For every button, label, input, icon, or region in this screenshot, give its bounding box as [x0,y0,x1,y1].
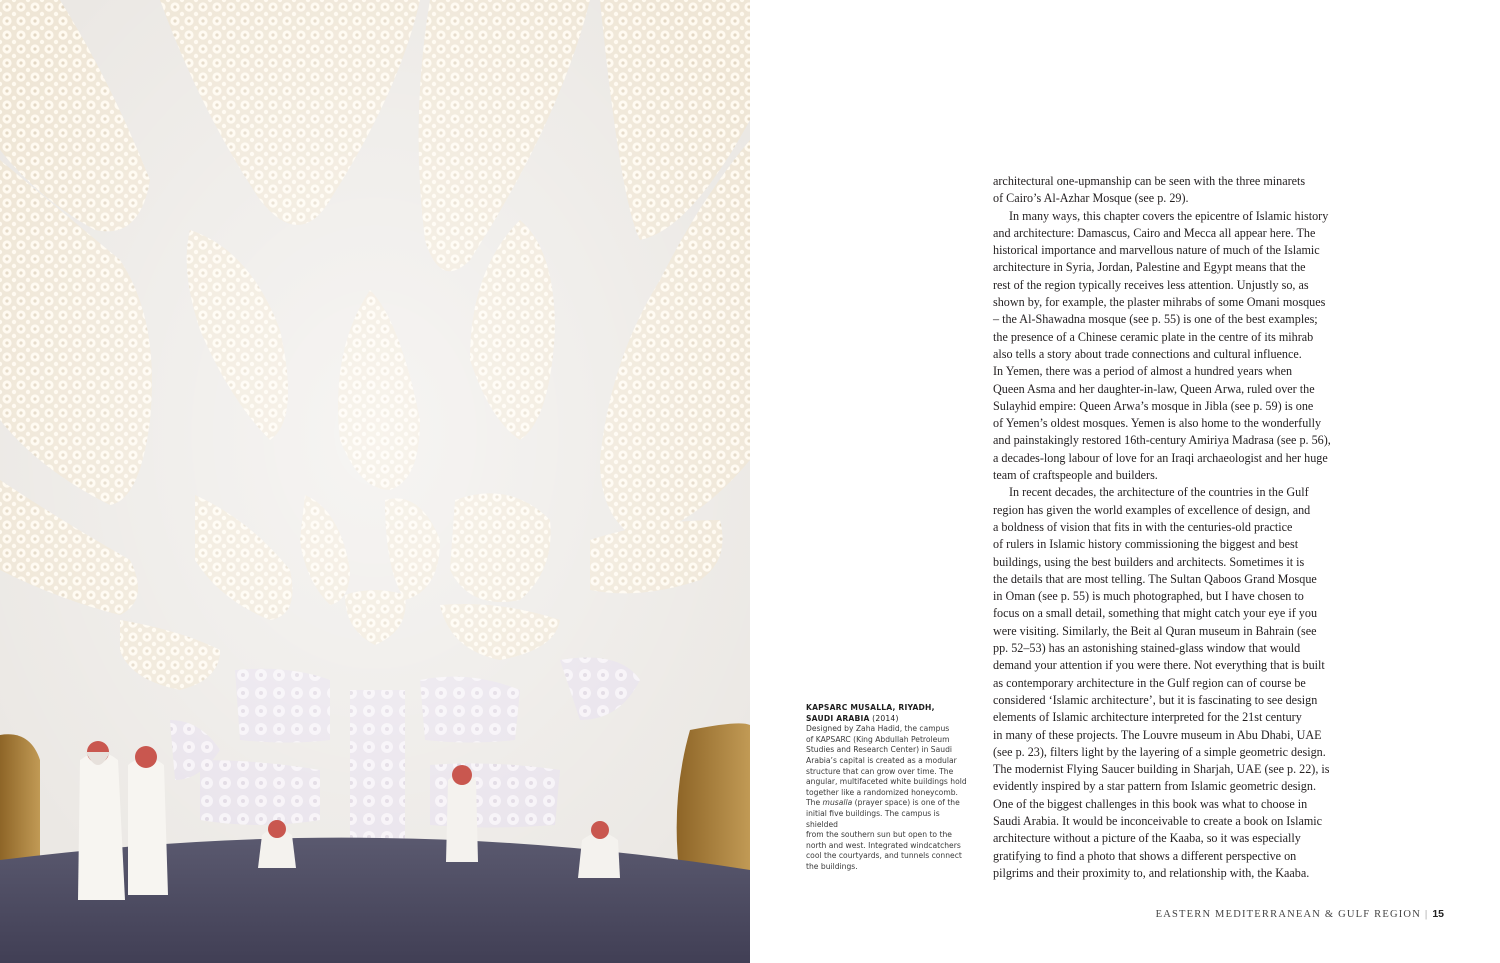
body-text-line: pp. 52–53) has an astonishing stained-glass window that would [993,641,1301,656]
caption-text-run: (prayer space) is one of the [852,798,960,808]
body-text-line: shown by, for example, the plaster mihrabs of some Omani mosques [993,295,1326,310]
body-text-line: as contemporary architecture in the Gulf region can of course be [993,675,1306,690]
body-text-line: focus on a small detail, something that might catch your eye if you [993,606,1318,621]
figure-standing [128,746,168,895]
body-text-line: of Cairo’s Al-Azhar Mosque (see p. 29). [993,191,1189,206]
wood-wall-left [0,734,40,860]
caption-line: Studies and Research Center) in Saudi [806,745,953,755]
body-text-line: evidently inspired by a star pattern from Islamic geometric design. [993,779,1316,794]
body-text-line: considered ‘Islamic architecture’, but it is fascinating to see design [993,692,1318,707]
caption-text [806,724,972,872]
body-text-line: the presence of a Chinese ceramic plate in the centre of its mihrab [993,329,1314,344]
body-text-line: region has given the world examples of excellence of design, and [993,502,1311,517]
page-number: 15 [1432,908,1444,920]
photo-caption [806,703,972,873]
body-text-line: team of craftspeople and builders. [993,468,1158,483]
body-text-line: Saudi Arabia. It would be inconceivable to create a book on Islamic [993,813,1323,828]
body-text-line: and architecture: Damascus, Cairo and Mecca all appear here. The [993,225,1316,240]
caption-line: from the southern sun but open to the [806,830,952,840]
caption-line: structure that can grow over time. The [806,766,954,776]
caption-line: the buildings. [806,861,858,871]
body-text-line: also tells a story about trade connections and cultural influence. [993,346,1302,361]
body-text-line: a boldness of vision that fits in with the centuries-old practice [993,519,1293,534]
body-text-line: – the Al-Shawadna mosque (see p. 55) is one of the best examples; [993,312,1318,327]
body-text-line: in Oman (see p. 55) is much photographed, but I have chosen to [993,589,1304,604]
caption-italic-term: musalla [822,798,853,808]
body-text-line: In Yemen, there was a period of almost a hundred years when [993,364,1293,379]
caption-line: angular, multifaceted white buildings hold [806,777,967,787]
body-text-line: Sulayhid empire: Queen Arwa’s mosque in Jibla (see p. 59) is one [993,398,1314,413]
body-text-line: In many ways, this chapter covers the epicentre of Islamic history [1009,208,1329,223]
caption-line: north and west. Integrated windcatchers [806,840,961,850]
body-text-line: were visiting. Similarly, the Beit al Quran museum in Bahrain (see [993,623,1317,638]
footer-separator: | [1425,909,1429,920]
body-text-line: One of the biggest challenges in this book was what to choose in [993,796,1308,811]
body-text-line: a decades-long labour of love for an Iraqi archaeologist and her huge [993,450,1328,465]
body-text-column [993,173,1363,882]
body-text-line: the details that are most telling. The Sultan Qaboos Grand Mosque [993,571,1317,586]
body-text-line: pilgrims and their proximity to, and relationship with, the Kaaba. [993,865,1310,880]
caption-year: (2014) [869,713,899,723]
caption-line: Arabia’s capital is created as a modular [806,755,957,765]
caption-title-line: SAUDI ARABIA [806,713,870,723]
caption-line: cool the courtyards, and tunnels connect [806,851,962,861]
wood-wall-right [677,723,750,880]
body-text-line: Queen Asma and her daughter-in-law, Queen Arwa, ruled over the [993,381,1315,396]
caption-title-line: KAPSARC MUSALLA, RIYADH, [806,703,935,712]
body-text-line: demand your attention if you were there. Not everything that is built [993,658,1325,673]
body-text-line: architecture in Syria, Jordan, Palestine and Egypt means that the [993,260,1306,275]
body-text-line: of rulers in Islamic history commissioning the biggest and best [993,537,1299,552]
body-text-line: (see p. 23), filters light by the layering of a simple geometric design. [993,744,1326,759]
body-text-line: elements of Islamic architecture interpreted for the 21st century [993,710,1302,725]
body-text-line: of Yemen’s oldest mosques. Yemen is also home to the wonderfully [993,416,1322,431]
caption-text-run: The [806,798,823,808]
figure-standing [78,741,125,900]
body-text-line: in many of these projects. The Louvre museum in Abu Dhabi, UAE [993,727,1322,742]
caption-line: initial five buildings. The campus is shielded [806,808,940,829]
caption-line: of KAPSARC (King Abdullah Petroleum [806,734,950,744]
caption-title [806,703,972,724]
running-footer [1156,908,1444,920]
body-text-line: gratifying to find a photo that shows a different perspective on [993,848,1297,863]
body-text-line: rest of the region typically receives less attention. Unjustly so, as [993,277,1309,292]
body-text-line: In recent decades, the architecture of the countries in the Gulf [1009,485,1309,500]
body-text-line: buildings, using the best builders and architects. Sometimes it is [993,554,1305,569]
caption-line: together like a randomized honeycomb. [806,787,958,797]
body-text-line: architectural one-upmanship can be seen with the three minarets [993,174,1306,188]
body-text-line: historical importance and marvellous nature of much of the Islamic [993,243,1320,258]
figure-standing [446,765,478,862]
footer-section-title: EASTERN MEDITERRANEAN & GULF REGION [1155,909,1421,920]
body-text-line: and painstakingly restored 16th-century Amiriya Madrasa (see p. 56), [993,433,1331,448]
caption-line: Designed by Zaha Hadid, the campus [806,724,950,734]
caption-line [806,798,960,807]
body-text-line: The modernist Flying Saucer building in Sharjah, UAE (see p. 22), is [993,762,1330,777]
body-text-line: architecture without a picture of the Kaaba, so it was especially [993,831,1301,846]
